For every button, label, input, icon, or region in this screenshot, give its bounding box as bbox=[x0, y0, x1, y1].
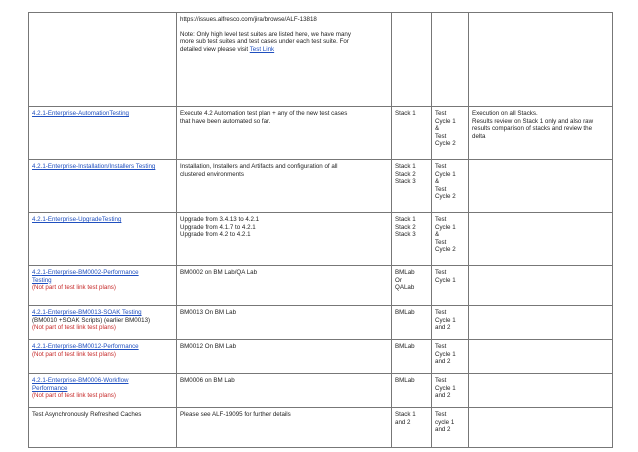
notes-cell bbox=[469, 306, 613, 340]
description-cell bbox=[177, 374, 392, 408]
test-suite-link[interactable]: 4.2.1-Enterprise-BM0012-Performance bbox=[32, 343, 139, 350]
cycle-line: and 2 bbox=[435, 358, 451, 366]
description-cell bbox=[177, 107, 392, 160]
stack-line: BMLab bbox=[395, 309, 415, 316]
notes-line: Results review on Stack 1 only and also raw bbox=[472, 117, 594, 125]
notes-line: Execution on all Stacks. bbox=[472, 110, 538, 117]
cycle-cell bbox=[432, 107, 469, 160]
description-cell bbox=[177, 340, 392, 374]
note-line: Note: Only high level test suites are listed here, we have many bbox=[180, 30, 351, 38]
not-in-test-link-note: (Not part of test link test plans) bbox=[32, 350, 116, 358]
cycle-cell bbox=[432, 374, 469, 408]
table-row bbox=[29, 306, 613, 340]
stack-line: Stack 3 bbox=[395, 178, 416, 186]
table-row bbox=[29, 266, 613, 306]
stack-line: BMLab bbox=[395, 269, 415, 276]
notes-line: results comparison of stacks and review the bbox=[472, 125, 593, 133]
description-cell bbox=[177, 266, 392, 306]
test-suite-cell bbox=[29, 107, 177, 160]
table-row bbox=[29, 340, 613, 374]
notes-cell bbox=[469, 408, 613, 448]
cycle-line: Test bbox=[435, 238, 447, 246]
note-line: more sub test suites and test cases under each test suite. For bbox=[180, 38, 349, 46]
note-text: detailed view please visit bbox=[180, 45, 249, 53]
description-line: Upgrade from 4.2 to 4.2.1 bbox=[180, 231, 251, 239]
test-suite-cell bbox=[29, 160, 177, 213]
cycle-cell bbox=[432, 266, 469, 306]
test-plan-table bbox=[28, 12, 613, 448]
description-line: BM0013 On BM Lab bbox=[180, 309, 237, 316]
stack-line: BMLab bbox=[395, 377, 415, 384]
cycle-cell bbox=[432, 340, 469, 374]
description-line: BM0006 on BM Lab bbox=[180, 377, 235, 384]
cycle-line: Cycle 1 bbox=[435, 316, 456, 324]
description-line: clustered environments bbox=[180, 170, 244, 178]
cycle-line: Cycle 1 bbox=[435, 117, 456, 125]
cycle-line: Test bbox=[435, 343, 447, 350]
stack-line: Stack 1 bbox=[395, 163, 416, 170]
test-suite-cell bbox=[29, 374, 177, 408]
notes-cell bbox=[469, 374, 613, 408]
test-suite-link[interactable]: Performance bbox=[32, 384, 68, 392]
header-blank-cell bbox=[469, 13, 613, 107]
header-blank-cell bbox=[392, 13, 432, 107]
stack-cell bbox=[392, 160, 432, 213]
notes-cell bbox=[469, 340, 613, 374]
stack-line: Stack 2 bbox=[395, 223, 416, 231]
stack-cell bbox=[392, 306, 432, 340]
test-suite-link[interactable]: 4.2.1-Enterprise-BM0013-SOAK Testing bbox=[32, 309, 142, 316]
test-suite-link[interactable]: Testing bbox=[32, 276, 52, 284]
note-line bbox=[180, 46, 388, 54]
cycle-line: Test bbox=[435, 132, 447, 140]
description-line: that have been automated so far. bbox=[180, 117, 271, 125]
test-suite-link[interactable]: 4.2.1-Enterprise-BM0002-Performance bbox=[32, 269, 139, 276]
description-line: BM0002 on BM Lab/QA Lab bbox=[180, 269, 258, 276]
description-line: Please see ALF-19095 for further details bbox=[180, 411, 291, 418]
cycle-line: Test bbox=[435, 309, 447, 316]
table-row bbox=[29, 213, 613, 266]
cycle-cell bbox=[432, 408, 469, 448]
notes-cell bbox=[469, 213, 613, 266]
description-cell bbox=[177, 160, 392, 213]
description-line: Execute 4.2 Automation test plan + any of the new test cases bbox=[180, 110, 348, 117]
description-cell bbox=[177, 213, 392, 266]
header-row bbox=[29, 13, 613, 107]
cycle-line: Test bbox=[435, 185, 447, 193]
cycle-line: Cycle 1 bbox=[435, 384, 456, 392]
cycle-cell bbox=[432, 213, 469, 266]
test-link[interactable]: Test Link bbox=[249, 45, 275, 53]
cycle-line: Cycle 2 bbox=[435, 193, 456, 201]
cycle-line: Cycle 1 bbox=[435, 223, 456, 231]
cycle-line: Cycle 1 bbox=[435, 276, 456, 284]
cycle-line: Test bbox=[435, 377, 447, 384]
cycle-line: & bbox=[435, 178, 440, 186]
stack-line: Or bbox=[395, 276, 402, 284]
description-line: Upgrade from 3.4.13 to 4.2.1 bbox=[180, 216, 260, 223]
not-in-test-link-note: (Not part of test link test plans) bbox=[32, 392, 116, 400]
stack-cell bbox=[392, 107, 432, 160]
description-cell bbox=[177, 306, 392, 340]
stack-line: Stack 2 bbox=[395, 170, 416, 178]
stack-cell bbox=[392, 213, 432, 266]
header-note-cell bbox=[177, 13, 392, 107]
description-cell bbox=[177, 408, 392, 448]
stack-cell bbox=[392, 266, 432, 306]
stack-cell bbox=[392, 374, 432, 408]
cycle-line: and 2 bbox=[435, 324, 451, 332]
test-suite-detail: (BM0010 +SOAK Scripts) (earlier BM0013) bbox=[32, 316, 151, 324]
header-blank-cell bbox=[432, 13, 469, 107]
notes-cell bbox=[469, 160, 613, 213]
test-suite-link[interactable]: 4.2.1-Enterprise-BM0006-Workflow bbox=[32, 377, 129, 384]
test-suite-link[interactable]: 4.2.1-Enterprise-AutomationTesting bbox=[32, 110, 129, 117]
test-suite-cell bbox=[29, 408, 177, 448]
stack-line: Stack 1 bbox=[395, 411, 416, 418]
test-suite-link[interactable]: 4.2.1-Enterprise-Installation/Installers Testing bbox=[32, 163, 156, 170]
cycle-line: and 2 bbox=[435, 392, 451, 400]
test-suite-name: Test Asynchronously Refreshed Caches bbox=[32, 411, 142, 418]
stack-line: BMLab bbox=[395, 343, 415, 350]
cycle-line: Test bbox=[435, 411, 447, 418]
cycle-line: Cycle 1 bbox=[435, 350, 456, 358]
stack-line: and 2 bbox=[395, 418, 411, 426]
stack-line: QALab bbox=[395, 284, 415, 292]
header-blank-cell bbox=[29, 13, 177, 107]
cycle-line: Cycle 1 bbox=[435, 170, 456, 178]
table-row bbox=[29, 107, 613, 160]
test-suite-cell bbox=[29, 213, 177, 266]
cycle-line: cycle 1 bbox=[435, 418, 455, 426]
cycle-line: Test bbox=[435, 163, 447, 170]
test-suite-link[interactable]: 4.2.1-Enterprise-UpgradeTesting bbox=[32, 216, 122, 223]
not-in-test-link-note: (Not part of test link test plans) bbox=[32, 284, 116, 292]
stack-line: Stack 3 bbox=[395, 231, 416, 239]
stack-line: Stack 1 bbox=[395, 110, 416, 117]
cycle-line: Test bbox=[435, 216, 447, 223]
stack-cell bbox=[392, 340, 432, 374]
cycle-line: Cycle 2 bbox=[435, 140, 456, 148]
stack-line: Stack 1 bbox=[395, 216, 416, 223]
description-line: BM0012 On BM Lab bbox=[180, 343, 237, 350]
cycle-cell bbox=[432, 306, 469, 340]
jira-url[interactable]: https://issues.alfresco.com/jira/browse/ALF-13818 bbox=[180, 16, 317, 23]
notes-cell bbox=[469, 107, 613, 160]
cycle-line: Test bbox=[435, 269, 447, 276]
test-suite-cell bbox=[29, 266, 177, 306]
notes-cell bbox=[469, 266, 613, 306]
not-in-test-link-note: (Not part of test link test plans) bbox=[32, 324, 116, 332]
stack-cell bbox=[392, 408, 432, 448]
table-row bbox=[29, 160, 613, 213]
cycle-line: & bbox=[435, 231, 440, 239]
cycle-line: & bbox=[435, 125, 440, 133]
cycle-line: Cycle 2 bbox=[435, 246, 456, 254]
test-suite-cell bbox=[29, 306, 177, 340]
table-row bbox=[29, 374, 613, 408]
description-line: Installation, Installers and Artifacts and configuration of all bbox=[180, 163, 338, 170]
cycle-line: and 2 bbox=[435, 426, 451, 434]
notes-line: delta bbox=[472, 132, 486, 140]
cycle-line: Test bbox=[435, 110, 447, 117]
description-line: Upgrade from 4.1.7 to 4.2.1 bbox=[180, 223, 256, 231]
table-row bbox=[29, 408, 613, 448]
test-suite-cell bbox=[29, 340, 177, 374]
cycle-cell bbox=[432, 160, 469, 213]
